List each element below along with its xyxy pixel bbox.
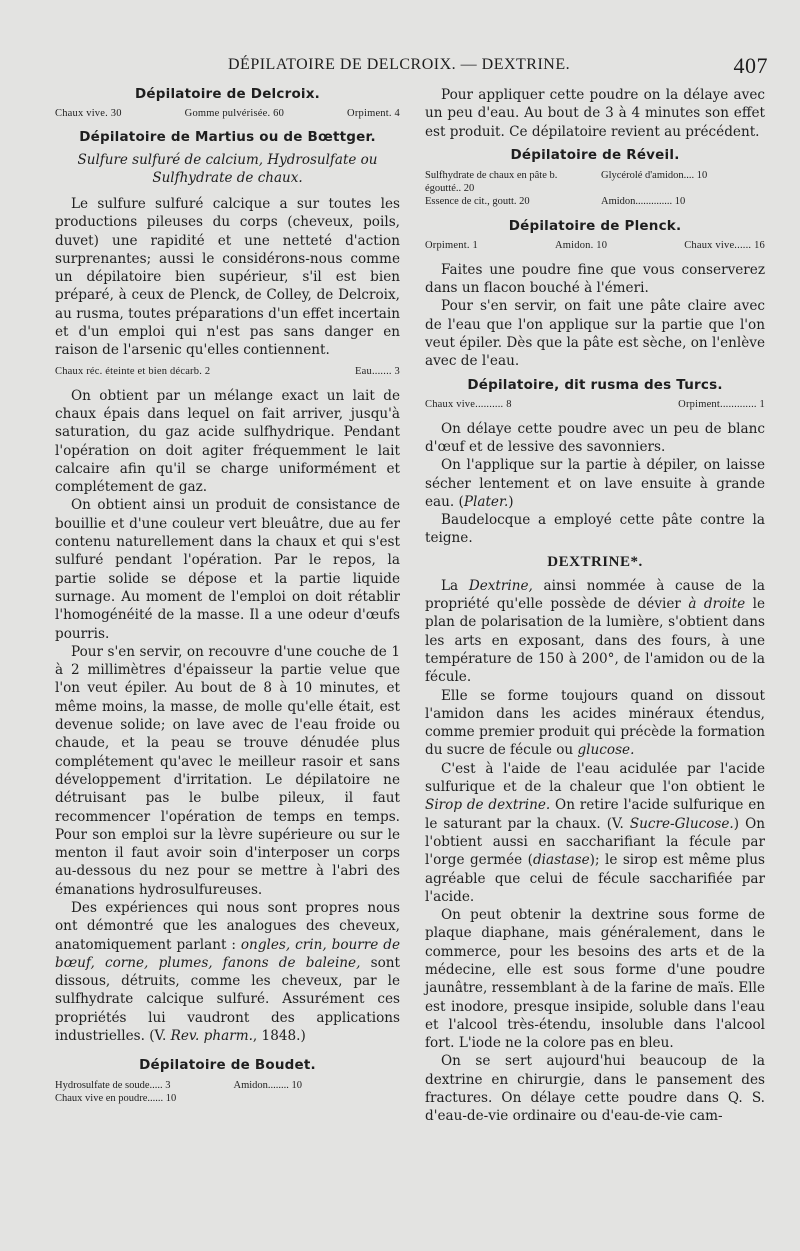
formula-item: Chaux vive...... 16 (684, 239, 765, 251)
text-run: On l'applique sur la partie à dépiler, on laisse sécher lentement et on lave ensuite à grande eau. ( (425, 457, 765, 510)
text-run: , 1848.) (252, 1028, 306, 1045)
right-column (425, 86, 765, 1126)
paragraph (425, 577, 765, 687)
italic-run: Sirop de dextrine. (425, 797, 551, 814)
citation: Rev. pharm. (170, 1028, 253, 1045)
formula-item: Amidon. 10 (554, 239, 608, 251)
formula-item: Glycérolé d'amidon.... 10 (601, 169, 708, 181)
paragraph: Le sulfure sulfuré calcique a sur toutes les productions pileuses du corps (cheveux, poils, duvet) une rapidité et une netteté d'action surprenantes; aussi le considérons-nous comme un dépilatoire bien supérieur, s'il est bien préparé, à ceux de Plenck, de Colley, de Delcroix, au rusma, toutes préparations d'un effet incertain et d'un emploi qui n'est pas sans danger en raison de l'arsenic qu'elles contiennent. (55, 196, 400, 359)
text-run: Elle se forme toujours quand on dissout l'amidon dans les acides minéraux étendus, comme premier produit qui précède la formation du sucre de fécule ou (425, 687, 765, 759)
formula-item: Eau....... 3 (355, 365, 400, 377)
formula-item: Chaux réc. éteinte et bien décarb. 2 (55, 365, 211, 377)
heading-rusma: Dépilatoire, dit rusma des Turcs. (467, 376, 723, 393)
formula-item: Gomme pulvérisée. 60 (184, 108, 285, 119)
heading-plenck: Dépilatoire de Plenck. (508, 217, 682, 234)
author-citation: Plater. (463, 493, 509, 510)
paragraph (425, 687, 765, 760)
formula-item: Hydrosulfate de soude..... 3 (55, 1080, 171, 1092)
italic-run: à droite (688, 596, 746, 613)
paragraph: Pour appliquer cette poudre on la délaye avec un peu d'eau. Au bout de 3 à 4 minutes son effet est produit. Ce dépilatoire revient au précédent. (425, 87, 765, 140)
text-run: ); le sirop est même plus agréable que celui de fécule saccharifiée par l'acide. (425, 852, 765, 905)
italic-run: glucose. (577, 742, 635, 759)
running-title: DÉPILATOIRE DE DELCROIX. — DEXTRINE. (228, 56, 571, 73)
paragraph (55, 899, 400, 1045)
text-run: ) On l'obtient aussi en saccharifiant la fécule par l'orge germée ( (425, 815, 765, 869)
italic-run: Sucre-Glucose. (629, 815, 734, 832)
left-column (55, 86, 400, 1115)
paragraph (425, 456, 765, 511)
italic-run: ongles, crin, bourre de bœuf, corne, plumes, fanons de baleine, (55, 936, 400, 971)
formula-item: Sulfhydrate de chaux en pâte b. égoutté.. 20 (425, 169, 558, 194)
text-run: La (441, 577, 469, 594)
formula-delcroix (55, 108, 400, 119)
text-run: C'est à l'aide de l'eau acidulée par l'acide sulfurique et de la chaleur que l'on obtient le (425, 760, 765, 796)
paragraph: Baudelocque a employé cette pâte contre la teigne. (425, 512, 765, 547)
formula-item: Chaux vive.......... 8 (425, 398, 512, 410)
paragraph (425, 760, 765, 906)
heading-reveil: Dépilatoire de Réveil. (510, 146, 680, 163)
paragraph: On peut obtenir la dextrine sous forme de plaque diaphane, mais généralement, dans le commerce, pour les besoins des arts et de la médecine, elle est sous forme d'une poudre jaunâtre, ressemblant à de la farine de maïs. Elle est inodore, presque insipide, soluble dans l'eau et l'alcool très-étendu, insoluble dans l'alcool fort. L'iode ne la colore pas en bleu. (425, 907, 765, 1052)
heading-delcroix: Dépilatoire de Delcroix. (135, 86, 320, 102)
paragraph: On obtient par un mélange exact un lait de chaux épais dans lequel on fait arriver, jusqu'à saturation, du gaz acide sulfhydrique. Pendant l'opération on doit agiter fréquemment le lait calcaire afin qu'il se charge uniformément et complétement de gaz. (55, 387, 400, 496)
formula-item: Chaux vive. 30 (55, 108, 122, 119)
paragraph: On se sert aujourd'hui beaucoup de la dextrine en chirurgie, dans le pansement des fractures. On délaye cette poudre dans Q. S. d'eau-de-vie ordinaire ou d'eau-de-vie cam- (425, 1053, 765, 1125)
paragraph: On obtient ainsi un produit de consistance de bouillie et d'une couleur vert bleuâtre, due au fer contenu naturellement dans la chaux et qui s'est sulfuré pendant l'opération. Par le repos, la partie solide se dépose et la partie liquide surnage. Au moment de l'emploi on doit rétablir l'homogénéité de la masse. Il a une odeur d'œufs pourris. (55, 497, 400, 642)
formula-item: Orpiment. 4 (347, 108, 400, 119)
text-run: ainsi nommée à cause de la propriété qu'elle possède de dévier (425, 577, 765, 613)
formula-martius (55, 366, 400, 377)
subtitle-martius: Sulfure sulfuré de calcium, Hydrosulfate ou Sulfhydrate de chaux. (77, 152, 378, 186)
formula-item: Chaux vive en poudre...... 10 (55, 1093, 177, 1105)
formula-rusma (425, 399, 765, 410)
formula-item: Amidon........ 10 (233, 1080, 303, 1092)
text-run: sont dissous, détruits, comme les cheveux, par le sulfhydrate calcique sulfuré. Assurément ces propriétés lui vaudront des applications industrielles. (V. (55, 954, 400, 1045)
paragraph: Pour s'en servir, on recouvre d'une couche de 1 à 2 millimètres d'épaisseur la partie velue que l'on veut épiler. Au bout de 8 à 10 minutes, et même moins, la masse, de molle qu'elle était, est devenue solide; on lave avec de l'eau froide ou chaude, et la peau se trouve dénudée plus complétement qu'avec le meilleur rasoir et sans développement d'irritation. Le dépilatoire ne détruisant pas le bulbe pileux, il faut recommencer l'opération de temps en temps. Pour son emploi sur la lèvre supérieure ou sur le menton il faut avoir soin d'interposer un corps au-dessous du nez pour se mettre à l'abri des émanations hydrosulfureuses. (55, 643, 400, 898)
heading-martius: Dépilatoire de Martius ou de Bœttger. (79, 129, 376, 145)
formula-boudet (55, 1079, 400, 1105)
formula-reveil (425, 169, 765, 208)
paragraph: Pour s'en servir, on fait une pâte claire avec de l'eau que l'on applique sur la partie que l'on veut épiler. Dès que la pâte est sèche, on l'enlève avec de l'eau. (425, 298, 766, 370)
paragraph: On délaye cette poudre avec un peu de blanc d'œuf et de lessive des savonniers. (425, 420, 765, 455)
italic-run: diastase (532, 852, 590, 869)
formula-item: Orpiment............. 1 (678, 398, 765, 410)
italic-run: Dextrine, (468, 577, 533, 594)
paragraph: Faites une poudre fine que vous conserverez dans un flacon bouché à l'émeri. (425, 261, 765, 297)
heading-boudet: Dépilatoire de Boudet. (139, 1057, 316, 1074)
text-run: On retire l'acide sulfurique en le saturant par la chaux. (V. (425, 797, 765, 832)
text-run: le plan de polarisation de la lumière, s'obtient dans les arts en exposant, dans des fours, à une température de 150 à 200°, de l'amidon ou de la fécule. (425, 596, 766, 686)
text-run: ) (508, 493, 514, 510)
formula-item: Amidon.............. 10 (601, 195, 686, 207)
text-run: Des expériences qui nous sont propres nous ont démontré que les analogues des cheveux, anatomiquement parlant : (55, 899, 400, 953)
formula-item: Orpiment. 1 (425, 239, 478, 251)
heading-dextrine: DEXTRINE*. (547, 553, 643, 570)
page-number: 407 (733, 53, 768, 78)
formula-plenck (425, 240, 765, 251)
formula-item: Essence de cit., goutt. 20 (425, 195, 530, 207)
